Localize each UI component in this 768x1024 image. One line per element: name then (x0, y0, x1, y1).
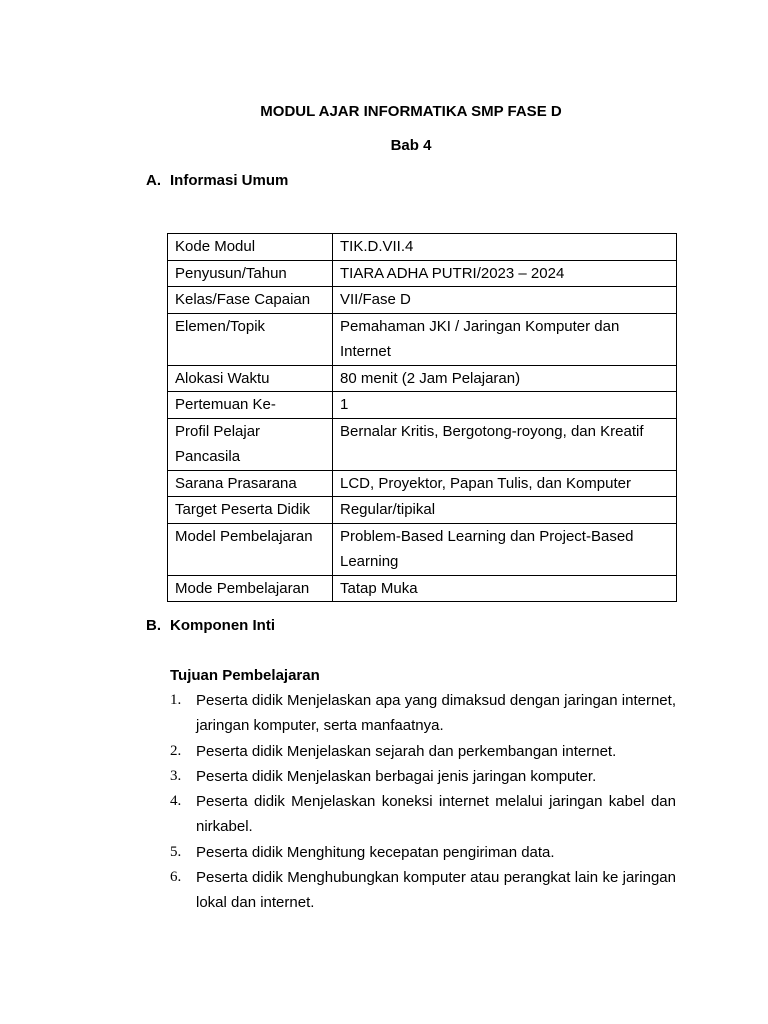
table-row (168, 234, 677, 261)
table-cell-label: Kode Modul (168, 234, 333, 261)
list-item-number: 4. (170, 793, 182, 810)
table-cell-value: Pemahaman JKI / Jaringan Komputer dan Internet (333, 313, 677, 365)
list-item (170, 764, 676, 789)
table-cell-label: Mode Pembelajaran (168, 575, 333, 602)
list-item (170, 739, 676, 764)
table-row (168, 260, 677, 287)
list-item-number: 5. (170, 843, 182, 860)
section-heading-informasi-umum (146, 172, 288, 189)
chapter-title: Bab 4 (390, 137, 432, 154)
table-row (168, 523, 677, 575)
table-row (168, 287, 677, 314)
table-cell-label: Sarana Prasarana (168, 470, 333, 497)
table-cell-label: Penyusun/Tahun (168, 260, 333, 287)
table-row (168, 575, 677, 602)
table-cell-value: Tatap Muka (333, 575, 677, 602)
list-item (170, 688, 676, 739)
table-cell-label: Profil Pelajar Pancasila (168, 418, 333, 470)
subsection-title-tujuan-pembelajaran: Tujuan Pembelajaran (170, 667, 320, 684)
document-title: MODUL AJAR INFORMATIKA SMP FASE D (260, 103, 562, 120)
objectives-list (170, 688, 676, 916)
section-letter: B. (146, 617, 161, 634)
table-cell-label: Elemen/Topik (168, 313, 333, 365)
table-row (168, 313, 677, 365)
table-row (168, 497, 677, 524)
table-cell-value: TIARA ADHA PUTRI/2023 – 2024 (333, 260, 677, 287)
list-item-number: 6. (170, 869, 182, 886)
table-cell-value: LCD, Proyektor, Papan Tulis, dan Komputer (333, 470, 677, 497)
list-item-text: Peserta didik Menghubungkan komputer atau perangkat lain ke jaringan lokal dan internet. (196, 869, 676, 912)
table-cell-label: Kelas/Fase Capaian (168, 287, 333, 314)
list-item (170, 865, 676, 916)
section-letter: A. (146, 172, 161, 189)
module-info-table (167, 233, 677, 602)
list-item (170, 789, 676, 840)
table-cell-value: VII/Fase D (333, 287, 677, 314)
list-item (170, 840, 676, 865)
list-item-text: Peserta didik Menjelaskan apa yang dimaksud dengan jaringan internet, jaringan komputer, serta manfaatnya. (196, 692, 676, 735)
section-heading-text: Informasi Umum (170, 172, 289, 189)
table-cell-label: Alokasi Waktu (168, 365, 333, 392)
table-cell-value: 80 menit (2 Jam Pelajaran) (333, 365, 677, 392)
list-item-text: Peserta didik Menjelaskan berbagai jenis jaringan komputer. (196, 767, 597, 785)
section-heading-komponen-inti (146, 617, 275, 634)
list-item-number: 2. (170, 742, 182, 759)
table-row (168, 365, 677, 392)
table-row (168, 470, 677, 497)
table-row (168, 418, 677, 470)
table-cell-label: Target Peserta Didik (168, 497, 333, 524)
list-item-text: Peserta didik Menjelaskan sejarah dan perkembangan internet. (196, 742, 617, 760)
list-item-text: Peserta didik Menghitung kecepatan pengiriman data. (196, 843, 555, 861)
table-cell-value: TIK.D.VII.4 (333, 234, 677, 261)
list-item-number: 1. (170, 692, 182, 708)
section-heading-text: Komponen Inti (170, 617, 275, 634)
table-row (168, 392, 677, 419)
table-cell-value: 1 (333, 392, 677, 419)
list-item-number: 3. (170, 767, 182, 784)
table-cell-label: Pertemuan Ke- (168, 392, 333, 419)
list-item-text: Peserta didik Menjelaskan koneksi internet melalui jaringan kabel dan nirkabel. (196, 793, 676, 836)
table-cell-label: Model Pembelajaran (168, 523, 333, 575)
table-cell-value: Bernalar Kritis, Bergotong-royong, dan Kreatif (333, 418, 677, 470)
table-cell-value: Problem-Based Learning dan Project-Based Learning (333, 523, 677, 575)
table-cell-value: Regular/tipikal (333, 497, 677, 524)
